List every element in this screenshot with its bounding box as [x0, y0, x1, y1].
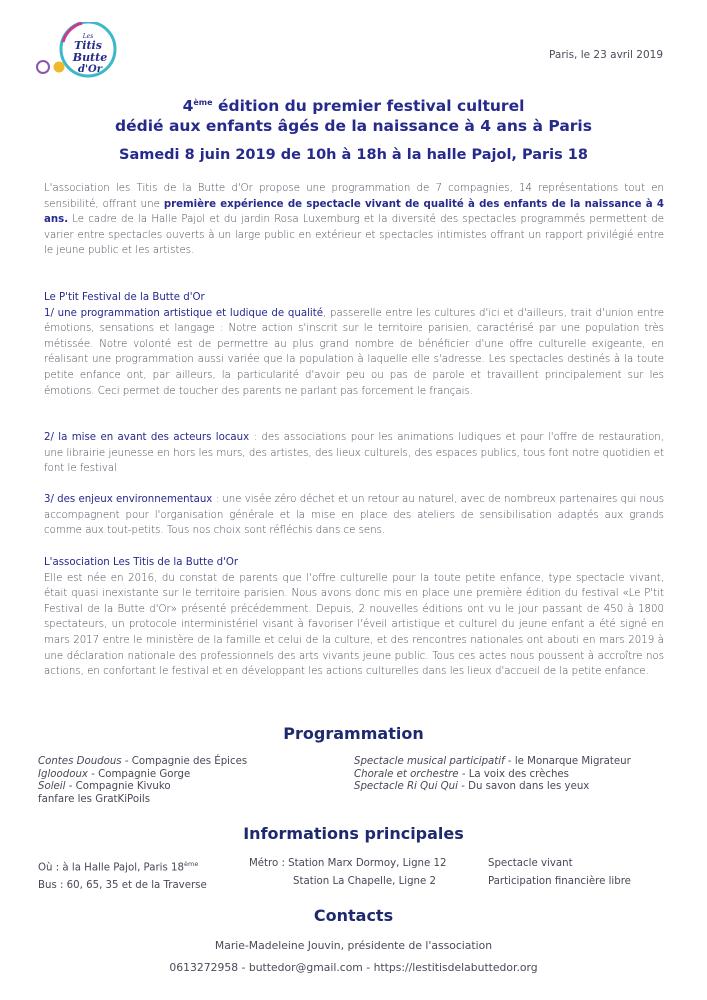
bus-line: Bus : 60, 65, 35 et de la Traverse — [38, 880, 207, 892]
festival-point-2 — [44, 430, 664, 477]
infos-details — [488, 855, 688, 891]
contact-name: Marie-Madeleine Jouvin, présidente de l'association — [214, 939, 493, 952]
metro-line-2: Station La Chapelle, Ligne 2 — [293, 876, 436, 887]
metro-line-1: Métro : Station Marx Dormoy, Ligne 12 — [249, 858, 447, 869]
svg-text:d'Or: d'Or — [77, 64, 103, 75]
contact-details[interactable]: 0613272958 - buttedor@gmail.com - https://lestitisdelabuttedor.org — [169, 961, 538, 974]
location-line: Où : à la Halle Pajol, Paris 18ème — [38, 860, 199, 874]
point-2-heading: 2/ la mise en avant des acteurs locaux — [44, 432, 250, 443]
program-item: Spectacle Ri Qui Qui - Du savon dans les yeux — [354, 781, 590, 793]
intro-text-end: Le cadre de la Halle Pajol et du jardin Rosa Luxemburg et la diversité des spectacles programmés permettent de varier entre spectacles ouverts à un large public en extérieur et spectacles intimistes offrant un rapport privilégié entre le jeune public et les artistes. — [44, 214, 664, 257]
infos-metro — [249, 855, 479, 891]
point-1-heading: 1/ une programmation artistique et ludique de qualité — [44, 307, 324, 319]
price-info: Participation financière libre — [488, 876, 631, 887]
point-2-text: : des associations pour les animations ludiques et pour l'offre de restauration, une librairie jeunesse en hors les murs, des artistes, des lieux culturels, des espaces publics, tous font notre quotidien et font le festival — [44, 432, 664, 475]
title-line1: édition du premier festival culturel — [212, 97, 525, 116]
svg-text:Butte: Butte — [72, 51, 108, 64]
program-item: Spectacle musical participatif - le Monarque Migrateur — [354, 756, 631, 767]
association-text: Elle est née en 2016, du constat de parents que l'offre culturelle pour la toute petite enfance, type spectacle vivant, était quasi inexistante sur le territoire parisien. Nous avons donc mis en place une première édition du festival «Le P'tit Festival de la Butte d'Or» présenté précédemment. Depuis, 2 nouvelles éditions ont vu le jour passant de 450 à 1800 spectateurs, un protocole interministériel visant à favoriser l'éveil artistique et culturel du jeune enfant a été signé en mars 2017 entre le ministère de la famille et celui de la culture, et des rencontres nationales ont abouti en mars 2019 à une déclaration nationale des professionnels des arts vivants jeune public. Tous ces actes nous poussent à accroître nos actions, en confortant le festival et en développant les actions culturelles dans les lieux d'accueil de la petite enfance. — [44, 572, 664, 678]
intro-paragraph — [44, 181, 664, 259]
svg-text:Les: Les — [82, 33, 94, 40]
svg-text:Titis: Titis — [74, 39, 102, 52]
contacts-heading: Contacts — [313, 906, 394, 925]
infos-heading: Informations principales — [243, 824, 464, 843]
title-ordinal-suffix: ème — [193, 98, 213, 107]
point-1-text: , passerelle entre les cultures d'ici et d'ailleurs, trait d'union entre émotions, sensations et langage : Notre action s'inscrit sur le territoire parisien, caractérisé par une population très métissée. Notre volonté est de permettre au plus grand nombre de bénéficier d'une offre culturelle exigeante, en réalisant une programmation aussi variée que la population à laquelle elle s'adresse. Les spectacles destinés à la toute petite enfance ont, par ailleurs, la particularité d'avoir peu ou pas de parole et travaillent principalement sur les émotions. Ceci permet de toucher des parents ne parlant pas forcement le français. — [44, 307, 665, 397]
programmation-right-list — [354, 756, 674, 794]
title-ordinal: 4 — [182, 97, 194, 116]
intro-highlight: première expérience de spectacle vivant de qualité à des enfants de la naissance à 4 ans. — [44, 198, 664, 226]
infos-location — [38, 855, 268, 895]
program-item: Contes Doudous - Compagnie des Épices — [38, 756, 248, 767]
festival-point-1 — [44, 306, 664, 400]
program-item: Soleil - Compagnie Kivuko — [38, 781, 171, 793]
programmation-left-list — [38, 756, 338, 806]
point-3-text: : une visée zéro déchet et un retour au naturel, avec de nombreux partenaires qui nous accompagnent pour l'organisation générale et la mise en place des ateliers de sensibilisation adaptés aux grands comme aux tout-petits. Tous nos choix sont réfléchis dans ce sens. — [44, 494, 664, 537]
association-heading: L'association Les Titis de la Butte d'Or — [44, 557, 239, 568]
title-line2: dédié aux enfants âgés de la naissance à 4 ans à Paris — [115, 117, 592, 136]
titis-butte-dor-logo — [30, 22, 126, 82]
document-title — [60, 93, 647, 136]
festival-heading: Le P'tit Festival de la Butte d'Or — [44, 292, 205, 303]
show-type: Spectacle vivant — [488, 858, 573, 869]
document-date: Paris, le 23 avril 2019 — [549, 49, 663, 61]
program-item: fanfare les GratKiPoils — [38, 793, 151, 805]
program-item: Igloodoux - Compagnie Gorge — [38, 768, 191, 780]
point-3-heading: 3/ des enjeux environnementaux — [44, 494, 213, 505]
program-item: Chorale et orchestre - La voix des crèches — [354, 768, 569, 780]
intro-text-start: L'association les Titis de la Butte d'Or propose une programmation de 7 compagnies, 14 représentations tout en sensibilité, offrant une — [44, 183, 664, 210]
document-subtitle: Samedi 8 juin 2019 de 10h à 18h à la halle Pajol, Paris 18 — [119, 147, 588, 163]
festival-point-3 — [44, 492, 664, 539]
association-section — [44, 555, 664, 680]
programmation-heading: Programmation — [283, 724, 424, 743]
festival-section — [44, 290, 664, 399]
